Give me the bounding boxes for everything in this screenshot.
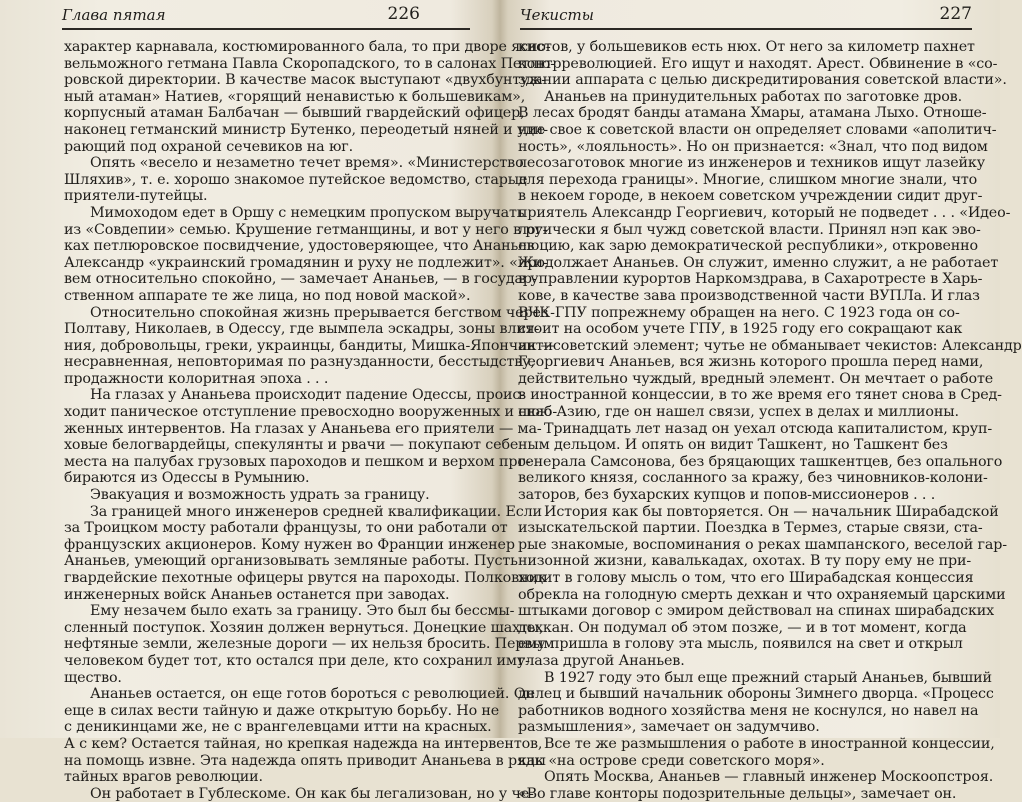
text-line: действительно чуждый, вредный элемент. Он мечтает о работе xyxy=(518,370,994,387)
text-line: на помощь извне. Эта надежда опять приводит Ананьева в ряды xyxy=(64,752,546,769)
header-rule xyxy=(62,28,470,30)
text-line: За границей много инженеров средней квалификации. Если xyxy=(90,503,542,520)
text-line: генерала Самсонова, без бряцающих ташкентцев, без опального xyxy=(518,453,1003,470)
text-line: корпусный атаман Балбачан — бывший гвардейский офицер, xyxy=(64,105,525,122)
text-line: великого князя, сосланного за кражу, без чиновников-колони- xyxy=(518,470,988,487)
text-line: Ему незачем было ехать за границу. Это был бы бессмы- xyxy=(90,603,515,620)
right-page-number: 227 xyxy=(939,4,972,24)
text-line: ственном аппарате те же лица, но под новой маской». xyxy=(64,287,471,304)
text-line: В лесах бродят банды атамана Хмары, атамана Лыхо. Отноше- xyxy=(518,105,987,122)
text-line: Ананьев остается, он еще готов бороться с революцией. Он xyxy=(90,686,535,703)
text-line: Георгиевич Ананьев, вся жизнь которого прошла перед нами, xyxy=(518,354,984,371)
text-line: работников водного хозяйства меня не коснулся, но навел на xyxy=(518,702,979,719)
text-line: ках петлюровское посвидчение, удостоверяющее, что Ананьев xyxy=(64,238,535,255)
text-line: с деникинцами же, не с врангелевцами итти на красных. xyxy=(64,719,492,736)
text-line: ровской директории. В качестве масок выступают «двухбунтуж- xyxy=(64,72,547,89)
text-line: антисоветский элемент; чутье не обманывает чекистов: Александр xyxy=(518,337,1022,354)
text-line: рающий под охраной сечевиков на юг. xyxy=(64,138,353,155)
text-line: Шляхив», т. е. хорошо знакомое путейское ведомство, старые xyxy=(64,171,528,188)
right-running-head xyxy=(520,4,972,26)
left-running-head xyxy=(62,4,470,26)
text-line: низонной жизни, кавалькадах, охотах. В ту пору ему не при- xyxy=(518,553,972,570)
text-line: ходит паническое отступление превосходно вооруженных и снаб- xyxy=(64,404,558,421)
text-line: Опять «весело и незаметно течет время». «Министерство xyxy=(90,155,524,172)
text-line: человеком будет тот, кто остался при деле, кто сохранил иму- xyxy=(64,652,530,669)
text-line: «Во главе конторы подозрительные дельцы», замечает он. xyxy=(518,785,957,802)
text-line: в некоем городе, в некоем советском учреждении сидит друг- xyxy=(518,188,983,205)
text-line: ходит в голову мысль о том, что его Ширабадская концессия xyxy=(518,570,974,586)
text-line: продолжает Ананьев. Он служит, именно служит, а не работает xyxy=(518,254,999,271)
text-line: глаза другой Ананьев. xyxy=(518,652,685,669)
text-line: ный атаман» Натиев, «горящий ненавистью к большевикам», xyxy=(64,88,526,105)
text-line: еще в силах вести тайную и даже открытую борьбу. Но не xyxy=(64,702,500,719)
left-page-text xyxy=(64,39,558,802)
text-line: из «Совдепии» семью. Крушение гетманщины, и вот у него в ру- xyxy=(64,221,548,238)
text-line: инженерных войск Ананьев останется при заводах. xyxy=(64,586,450,603)
text-line: делец и бывший начальник обороны Зимнего дворца. «Процесс xyxy=(518,686,994,703)
text-line: контрреволюцией. Его ищут и находят. Арест. Обвинение в «со- xyxy=(518,55,998,72)
text-line: места на палубах грузовых пароходов и пешком и верхом про- xyxy=(64,453,531,470)
text-line: На глазах у Ананьева происходит падение Одессы, проис- xyxy=(90,387,525,404)
text-line: наконец гетманский министр Бутенко, переодетый няней и уди- xyxy=(64,121,548,138)
text-line: как «на острове среди советского моря». xyxy=(518,752,825,769)
text-line: Ананьев, умеющий организовывать земляные работы. Пусть xyxy=(64,553,518,570)
text-line: А с кем? Остается тайная, но крепкая надежда на интервентов, xyxy=(64,735,543,752)
text-line: несравненная, неповторимая по разнузданности, бесстыдству, xyxy=(64,354,535,371)
text-line: гвардейские пехотные офицеры рвутся на пароходы. Полковник xyxy=(64,570,547,586)
text-line: женных интервентов. На глазах у Ананьева его приятели — ма- xyxy=(64,420,542,437)
text-line: люцию, как зарю демократической республики», откровенно xyxy=(518,238,978,255)
text-line: в иностранной концессии, в то же время его тянет снова в Сред- xyxy=(518,387,1002,404)
text-line: Александр «украинский громадянин и руху не подлежит». «Жи- xyxy=(64,254,548,271)
text-line: дехкан. Он подумал об этом позже, — и в тот момент, когда xyxy=(518,619,967,636)
text-line: Ананьев на принудительных работах по заготовке дров. xyxy=(544,88,962,105)
text-line: стоит на особом учете ГПУ, в 1925 году его сокращают как xyxy=(518,321,963,338)
text-line: Полтаву, Николаев, в Одессу, где вымпела эскадры, зоны влия- xyxy=(64,321,540,338)
text-line: Он работает в Гублескоме. Он как бы легализован, но у че- xyxy=(90,785,534,802)
text-line: характер карнавала, костюмированного бала, то при дворе ясно- xyxy=(64,39,551,55)
text-line: щество. xyxy=(64,669,122,686)
text-line: Все те же размышления о работе в иностранной концессии, xyxy=(544,735,995,752)
text-line: ВЧК-ГПУ попрежнему обращен на него. С 1923 года он со- xyxy=(518,304,960,321)
text-line: приятели-путейцы. xyxy=(64,188,208,205)
text-line: штыками договор с эмиром действовал на спинах ширабадских xyxy=(518,603,995,620)
text-line: ным дельцом. И опять он видит Ташкент, но Ташкент без xyxy=(518,437,948,454)
text-line: нюю Азию, где он нашел связи, успех в делах и миллионы. xyxy=(518,404,959,421)
text-line: продажности колоритная эпоха . . . xyxy=(64,370,329,387)
text-line: нефтяные земли, железные дороги — их нельзя бросить. Первым xyxy=(64,636,555,653)
text-line: французских акционеров. Кому нужен во Франции инженер xyxy=(64,536,515,553)
text-line: Эвакуация и возможность удрать за границу. xyxy=(90,487,430,504)
text-line: для перехода границы». Многие, слишком многие знали, что xyxy=(518,171,978,188)
right-page xyxy=(500,0,1022,802)
right-chapter-title: Чекисты xyxy=(520,6,594,24)
text-line: в управлении курортов Наркомздрава, в Сахаротресте в Харь- xyxy=(518,271,983,288)
text-line: ему пришла в голову эта мысль, появился на свет и открыл xyxy=(518,636,963,653)
text-line: ность», «лояльность». Но он признается: «Знал, что под видом xyxy=(518,138,988,155)
text-line: ния, добровольцы, греки, украинцы, бандиты, Мишка-Япончик — xyxy=(64,337,555,354)
right-page-text xyxy=(518,39,1022,802)
text-line: Опять Москва, Ананьев — главный инженер Москоопстроя. xyxy=(544,769,994,786)
text-line: История как бы повторяется. Он — начальник Ширабадской xyxy=(544,503,999,520)
text-line: приятель Александр Георгиевич, который не подведет . . . «Идео- xyxy=(518,204,1011,221)
text-line: заторов, без бухарских купцов и попов-миссионеров . . . xyxy=(518,487,936,504)
text-line: Относительно спокойная жизнь прерывается бегством через xyxy=(90,304,549,321)
text-line: вем относительно спокойно, — замечает Ананьев, — в государ- xyxy=(64,271,537,288)
text-line: за Троицком мосту работали французы, то они работали от xyxy=(64,520,508,537)
text-line: обрекла на голодную смерть дехкан и что охраняемый царскими xyxy=(518,586,1006,603)
text-line: Тринадцать лет назад он уехал отсюда капиталистом, круп- xyxy=(544,420,993,437)
text-line: логически я был чужд советской власти. Принял нэп как эво- xyxy=(518,221,981,238)
text-line: сленный поступок. Хозяин должен вернуться. Донецкие шахты, xyxy=(64,619,544,636)
text-line: рые знакомые, воспоминания о реках шампанского, веселой гар- xyxy=(518,536,1007,553)
text-line: тайных врагов революции. xyxy=(64,769,263,786)
text-line: бираются из Одессы в Румынию. xyxy=(64,470,310,487)
text-line: Мимоходом едет в Оршу с немецким пропуском выручать xyxy=(90,204,525,221)
text-line: ховые белогвардейцы, спекулянты и рвачи — покупают себе xyxy=(64,437,519,454)
text-line: здании аппарата с целью дискредитирования советской власти». xyxy=(518,72,1007,89)
header-rule xyxy=(520,28,972,30)
text-line: вельможного гетмана Павла Скоропадского, то в салонах Петлю- xyxy=(64,55,555,72)
text-line: изыскательской партии. Поездка в Термез, старые связи, ста- xyxy=(518,520,983,537)
text-line: ние свое к советской власти он определяет словами «аполитич- xyxy=(518,121,997,138)
text-line: кистов, у большевиков есть нюх. От него за километр пахнет xyxy=(518,39,975,55)
text-line: лесозаготовок многие из инженеров и техников ищут лазейку xyxy=(518,155,985,172)
text-line: кове, в качестве зава производственной части ВУПЛа. И глаз xyxy=(518,287,980,304)
left-page-number: 226 xyxy=(387,4,420,24)
left-chapter-title: Глава пятая xyxy=(62,6,166,24)
text-line: В 1927 году это был еще прежний старый Ананьев, бывший xyxy=(544,669,992,686)
text-line: размышления», замечает он задумчиво. xyxy=(518,719,820,736)
